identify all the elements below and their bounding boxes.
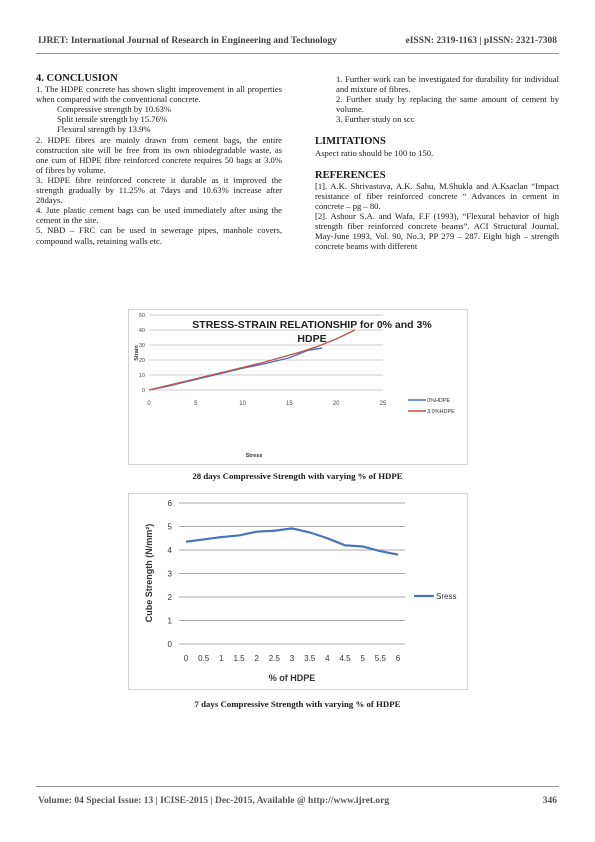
- y-tick-label: 1: [167, 616, 172, 626]
- y-tick-label: 10: [138, 373, 145, 379]
- y-tick-label: 3: [167, 569, 172, 579]
- conclusion-p3: 3. HDPE fibre reinforced concrete it durable as it improved the strength gradually by 11.25% at 7days and 10.63% increase after 28days.: [36, 174, 282, 206]
- issn: eISSN: 2319-1163 | pISSN: 2321-7308: [405, 36, 557, 46]
- footer-rule: [36, 786, 559, 787]
- future-3: 3. Further study on scc: [336, 114, 415, 125]
- x-tick-label: 0.5: [198, 654, 210, 663]
- y-tick-label: 20: [138, 358, 145, 364]
- x-tick-label: 4: [325, 654, 330, 663]
- x-tick-label: 0: [183, 654, 189, 663]
- x-axis-label: Stress: [245, 453, 263, 459]
- conclusion-p1: 1. The HDPE concrete has shown slight improvement in all properties when compared with the conventional concrete.: [36, 84, 282, 105]
- y-axis-label: Cube Strength (N/mm²): [144, 523, 154, 623]
- journal-title: IJRET: International Journal of Research in Engineering and Technology: [38, 36, 337, 46]
- legend-label: Sress: [436, 592, 457, 601]
- x-tick-label: 15: [286, 401, 293, 407]
- x-tick-label: 2.5: [268, 654, 280, 663]
- x-tick-label: 5.5: [374, 654, 386, 663]
- conclusion-sub-1: Compressive strength by 10.63%: [57, 104, 172, 115]
- running-footer: [38, 796, 557, 806]
- conclusion-p2: 2. HDPE fibres are mainly drawn from cement bags, the entire construction site will be free from its own nbiodegradable waste, as one cum of HDPE fibre reinforced concrete requires 50 bags at 3.0% of fibres by volume.: [36, 134, 282, 175]
- x-tick-label: 1.5: [233, 654, 245, 663]
- chart-title-line-2: HDPE: [297, 333, 327, 345]
- left-column: [36, 74, 282, 246]
- y-tick-label: 4: [167, 546, 172, 555]
- y-tick-label: 40: [138, 328, 145, 334]
- header-rule: [36, 53, 559, 54]
- y-axis-label: Strain: [134, 345, 140, 361]
- x-tick-label: 25: [379, 401, 387, 407]
- x-tick-label: 1: [219, 654, 224, 663]
- conclusion-heading: 4. CONCLUSION: [36, 73, 118, 84]
- y-tick-label: 2: [167, 593, 172, 602]
- stress-strain-chart: [128, 309, 468, 465]
- right-column: [315, 74, 559, 251]
- y-tick-label: 5: [167, 522, 172, 532]
- legend-label: 3.0%HDPE: [427, 409, 455, 415]
- x-tick-label: 10: [239, 401, 246, 407]
- limitations-text: Aspect ratio should be 100 to 150.: [315, 147, 434, 158]
- running-header: [38, 36, 557, 46]
- limitations-heading: LIMITATIONS: [315, 136, 386, 148]
- y-tick-label: 50: [138, 313, 145, 319]
- chart-frame: [129, 494, 468, 690]
- future-1: 1. Further work can be investigated for durability for individual and mixture of fibres.: [336, 74, 559, 95]
- conclusion-p4: 4. Jute plastic cement bags can be used immediately after using the cement in the site.: [36, 205, 282, 226]
- page-number: 346: [542, 796, 557, 806]
- reference-2: [2]. Ashour S.A. and Wafa, F.F (1993), “Flexural behavior of high strength fiber reinforced concrete beams”. ACI Structural Journal, May-June 1993, Vol. 90, No.3, PP 279 – 287. Eight high – strength concrete beams with different: [315, 211, 559, 252]
- x-tick-label: 5: [360, 654, 365, 663]
- y-tick-label: 6: [167, 499, 172, 508]
- x-tick-label: 2: [254, 654, 259, 663]
- x-tick-label: 4.5: [339, 654, 351, 663]
- future-2: 2. Further study by replacing the same amount of cement by volume.: [336, 94, 559, 115]
- x-tick-label: 3: [289, 654, 295, 663]
- x-tick-label: 5: [194, 401, 198, 407]
- y-tick-label: 0: [167, 640, 172, 649]
- figure-2-caption: 7 days Compressive Strength with varying % of HDPE: [194, 699, 401, 709]
- conclusion-sub-2: Split tensile strength by 15.76%: [57, 114, 168, 125]
- conclusion-p5: 5. NBD – FRC can be used in sewerage pipes, manhole covers, compound walls, retaining walls etc.: [36, 225, 282, 246]
- reference-1: [1]. A.K. Shrivastava, A.K. Sahu, M.Shukla and A.Ksaclan “Impact resistance of fiber reinforced concrete “ Advances in cement in concrete – pg – 80.: [315, 180, 559, 211]
- legend-label: 0%HDPE: [427, 398, 451, 404]
- conclusion-sub-3: Flexural strength by 13.9%: [57, 124, 151, 135]
- x-tick-label: 0: [147, 401, 151, 407]
- y-tick-label: 0: [141, 388, 145, 394]
- footer-volume: Volume: 04 Special Issue: 13 | ICISE-2015 | Dec-2015, Available @ http://www.ijret.org: [38, 796, 390, 806]
- cube-strength-chart: [128, 493, 468, 690]
- chart-title-line-1: STRESS-STRAIN RELATIONSHIP for 0% and 3%: [192, 319, 432, 331]
- x-tick-label: 3.5: [304, 654, 316, 663]
- x-tick-label: 6: [395, 654, 401, 663]
- figure-1-caption: 28 days Compressive Strength with varying % of HDPE: [192, 471, 403, 481]
- y-tick-label: 30: [138, 343, 145, 349]
- x-tick-label: 20: [332, 401, 340, 407]
- x-axis-label: % of HDPE: [268, 673, 316, 683]
- references-heading: REFERENCES: [315, 169, 386, 181]
